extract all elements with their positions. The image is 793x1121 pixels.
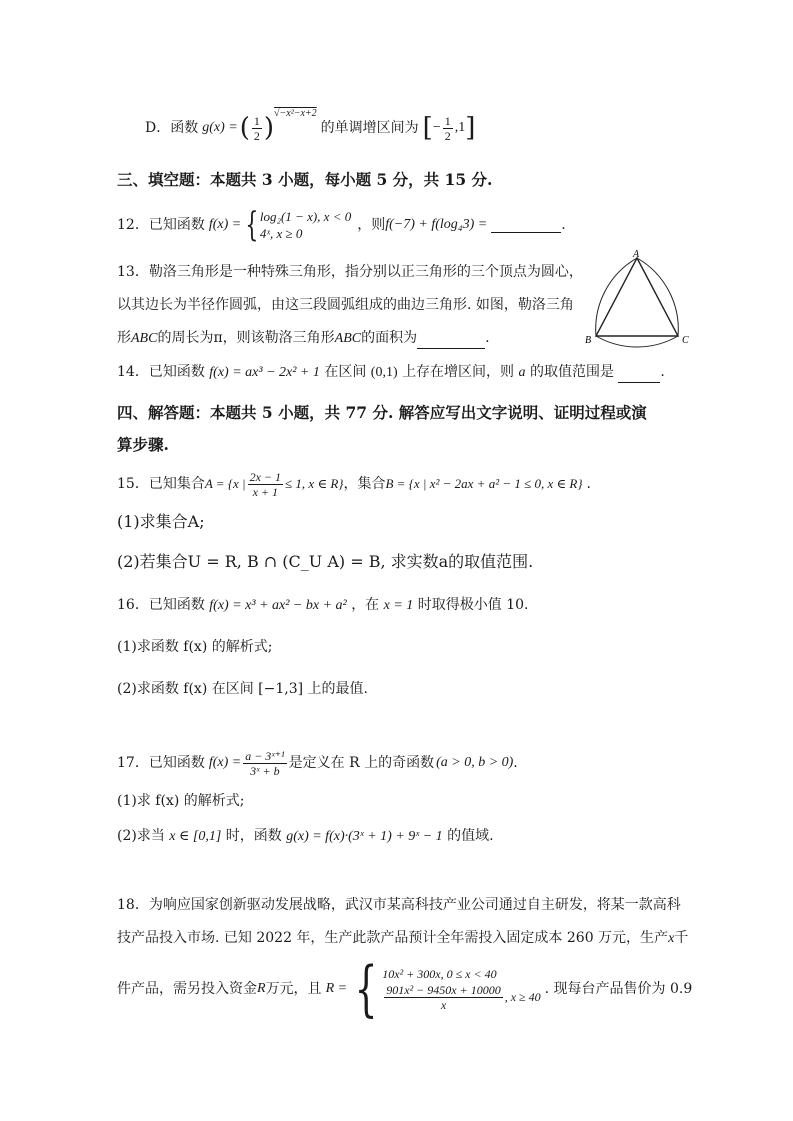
q17-num: a − 3ˣ⁺¹ (245, 748, 285, 763)
interval-num: 1 (444, 113, 451, 128)
q18-line-3-a: 件产品，需另投入资金 (117, 981, 257, 997)
q15-set-a-post: ≤ 1, x ∈ R} (285, 476, 344, 491)
q15-set-b: B = {x | x² − 2ax + a² − 1 ≤ 0, x ∈ R} (385, 476, 583, 491)
q12-piecewise (241, 205, 352, 245)
q14-var: a (518, 365, 526, 380)
q18-case-2 (382, 983, 540, 1012)
q18-case-2-den: x (440, 998, 447, 1012)
q12-mid: ，则 (357, 217, 386, 233)
base-fraction (252, 114, 262, 143)
q18-var-x: x (668, 931, 675, 946)
q17-part-2-expr: g(x) = f(x)·(3ˣ + 1) + 9ˣ − 1 (286, 829, 443, 844)
interval-left-bracket: [ (422, 113, 433, 143)
q14-mid2: 上存在增区间，则 (402, 364, 515, 380)
q13-line-3 (117, 328, 490, 349)
q18-piecewise (347, 954, 541, 1024)
q12-end: . (561, 217, 566, 233)
q17-part-2-c: 的值域. (447, 828, 494, 844)
vertex-b-label: B (585, 335, 592, 346)
q15-part-1: (1)求集合A; (117, 512, 205, 531)
q17-condition: (a > 0, b > 0) (436, 755, 514, 770)
q16-part-2: (2)求函数 f(x) 在区间 [−1,3] 上的最值. (117, 681, 369, 697)
q18-case-2-num: 901x² − 9450x + 10000 (386, 983, 501, 997)
q13-end: . (485, 330, 490, 346)
q18-line-1: 18．为响应国家创新驱动发展战略，武汉市某高科技产业公司通过自主研发，将某一款高科 (117, 897, 681, 913)
interval-right: ,1 (454, 120, 466, 135)
q15-end: . (586, 476, 591, 492)
q17-function: f(x) = (208, 755, 242, 770)
q14-answer-blank (618, 368, 660, 383)
q16-part-1: (1)求函数 f(x) 的解析式; (117, 639, 273, 655)
q16-mid: ，在 (351, 597, 380, 613)
question-12 (117, 205, 566, 245)
q14-end-text: 的取值范围是 (529, 364, 614, 380)
base-num: 1 (253, 113, 260, 128)
q12-function: f(x) = (208, 217, 242, 232)
vertex-c-label: C (682, 335, 689, 346)
q16-condition: x = 1 (383, 598, 414, 613)
q13-answer-blank (417, 334, 485, 349)
q18-case-1: 10x² + 300x, 0 ≤ x < 40 (382, 967, 497, 981)
q12-case-1: log₂(1 − x), x < 0 (259, 209, 352, 224)
q17-end: . (513, 755, 518, 771)
exponent: √−x²−x+2 (274, 108, 317, 119)
q15-part-2: (2)若集合U = R, B ∩ (C_U A) = B, 求实数a的取值范围. (117, 552, 534, 571)
question-14 (117, 362, 665, 383)
q12-case-2: 4ˣ, x ≥ 0 (259, 226, 303, 241)
q16-label: 16．已知函数 (117, 597, 205, 613)
inner-triangle (596, 258, 678, 336)
q15-set-a-pre: A = {x | (204, 476, 246, 491)
brace-icon: { (354, 954, 378, 1024)
interval-right-bracket: ] (465, 113, 476, 143)
q17-fraction (243, 749, 286, 778)
q14-interval: (0,1) (370, 365, 398, 380)
q13-abc: ABC (131, 331, 158, 346)
option-d-mid: 的单调增区间为 (320, 120, 419, 136)
option-d-function: g(x) = (202, 120, 238, 135)
q18-line-2-a: 技产品投入市场. 已知 2022 年，生产此款产品预计全年需投入固定成本 260 万元，生产 (117, 930, 669, 946)
q15-set-a-den: x + 1 (252, 484, 279, 499)
q12-answer-blank (491, 218, 561, 233)
q13-line-2: 以其边长为半径作圆弧，由这三段圆弧组成的曲边三角形. 如图，勒洛三角 (117, 297, 574, 313)
q14-expression: f(x) = ax³ − 2x² + 1 (209, 365, 320, 380)
q18-line-3-c: . 现每台产品售价为 0.9 (544, 981, 693, 997)
q18-var-r: R (257, 981, 266, 996)
q18-line-3 (117, 954, 693, 1024)
q12-expression: f(−7) + f(log₄3) = (385, 217, 488, 232)
q14-end: . (660, 364, 665, 380)
q13-line-3-b: 的周长为π，则该勒洛三角形 (157, 330, 335, 346)
q13-line-1: 13．勒洛三角形是一种特殊三角形，指分别以正三角形的三个顶点为圆心， (117, 264, 583, 280)
left-paren: ( (239, 113, 250, 143)
q17-den: 3ˣ + b (250, 763, 280, 778)
q17-part-2 (117, 826, 494, 847)
q17-part-2-cond: x ∈ [0,1] (169, 829, 222, 844)
q12-label: 12．已知函数 (117, 217, 205, 233)
q14-label: 14．已知函数 (117, 364, 205, 380)
option-d-label: D．函数 (145, 120, 199, 136)
brace-icon: { (245, 205, 259, 245)
q16-end: 时取得极小值 10. (417, 597, 529, 613)
q14-mid: 在区间 (324, 364, 367, 380)
q13-abc-2: ABC (334, 331, 362, 346)
interval-den: 2 (444, 128, 451, 143)
q16-expression: f(x) = x³ + ax² − bx + a² (209, 598, 347, 613)
question-16 (117, 595, 528, 616)
q17-part-2-a: (2)求当 (117, 828, 165, 844)
q15-label: 15．已知集合 (117, 476, 205, 492)
vertex-a-label: A (633, 249, 640, 260)
q18-line-3-b: 万元，且 (265, 981, 322, 997)
q13-line-3-c: 的面积为 (361, 330, 418, 346)
reuleaux-triangle-figure (583, 248, 693, 348)
option-d (145, 108, 475, 148)
q18-line-2 (117, 928, 688, 949)
base-den: 2 (253, 128, 260, 143)
question-15 (117, 466, 591, 502)
interval-minus: − (432, 120, 441, 135)
q18-r-eq: R = (325, 981, 348, 996)
section-4-title-line-1: 四、解答题：本题共 5 小题，共 77 分. 解答应写出文字说明、证明过程或演 (117, 403, 647, 422)
q15-mid: ，集合 (343, 476, 386, 492)
q17-mid: 是定义在 R 上的奇函数 (288, 755, 435, 771)
q18-case-2-cond: , x ≥ 40 (504, 990, 541, 1004)
section-4-title-line-2: 算步骤. (117, 435, 169, 454)
q17-part-1: (1)求 f(x) 的解析式; (117, 793, 245, 809)
section-3-title: 三、填空题：本题共 3 小题，每小题 5 分，共 15 分. (117, 170, 493, 189)
right-paren: ) (263, 113, 275, 143)
q18-line-2-b: 千 (674, 930, 689, 946)
interval-fraction (443, 114, 453, 143)
q15-set-a-num: 2x − 1 (249, 469, 282, 484)
q17-label: 17．已知函数 (117, 755, 205, 771)
reuleaux-outline (596, 258, 679, 347)
q17-part-2-b: 时，函数 (225, 828, 282, 844)
question-17 (117, 745, 518, 781)
q15-set-a-fraction (248, 470, 283, 499)
q13-line-3-a: 形 (117, 330, 131, 346)
